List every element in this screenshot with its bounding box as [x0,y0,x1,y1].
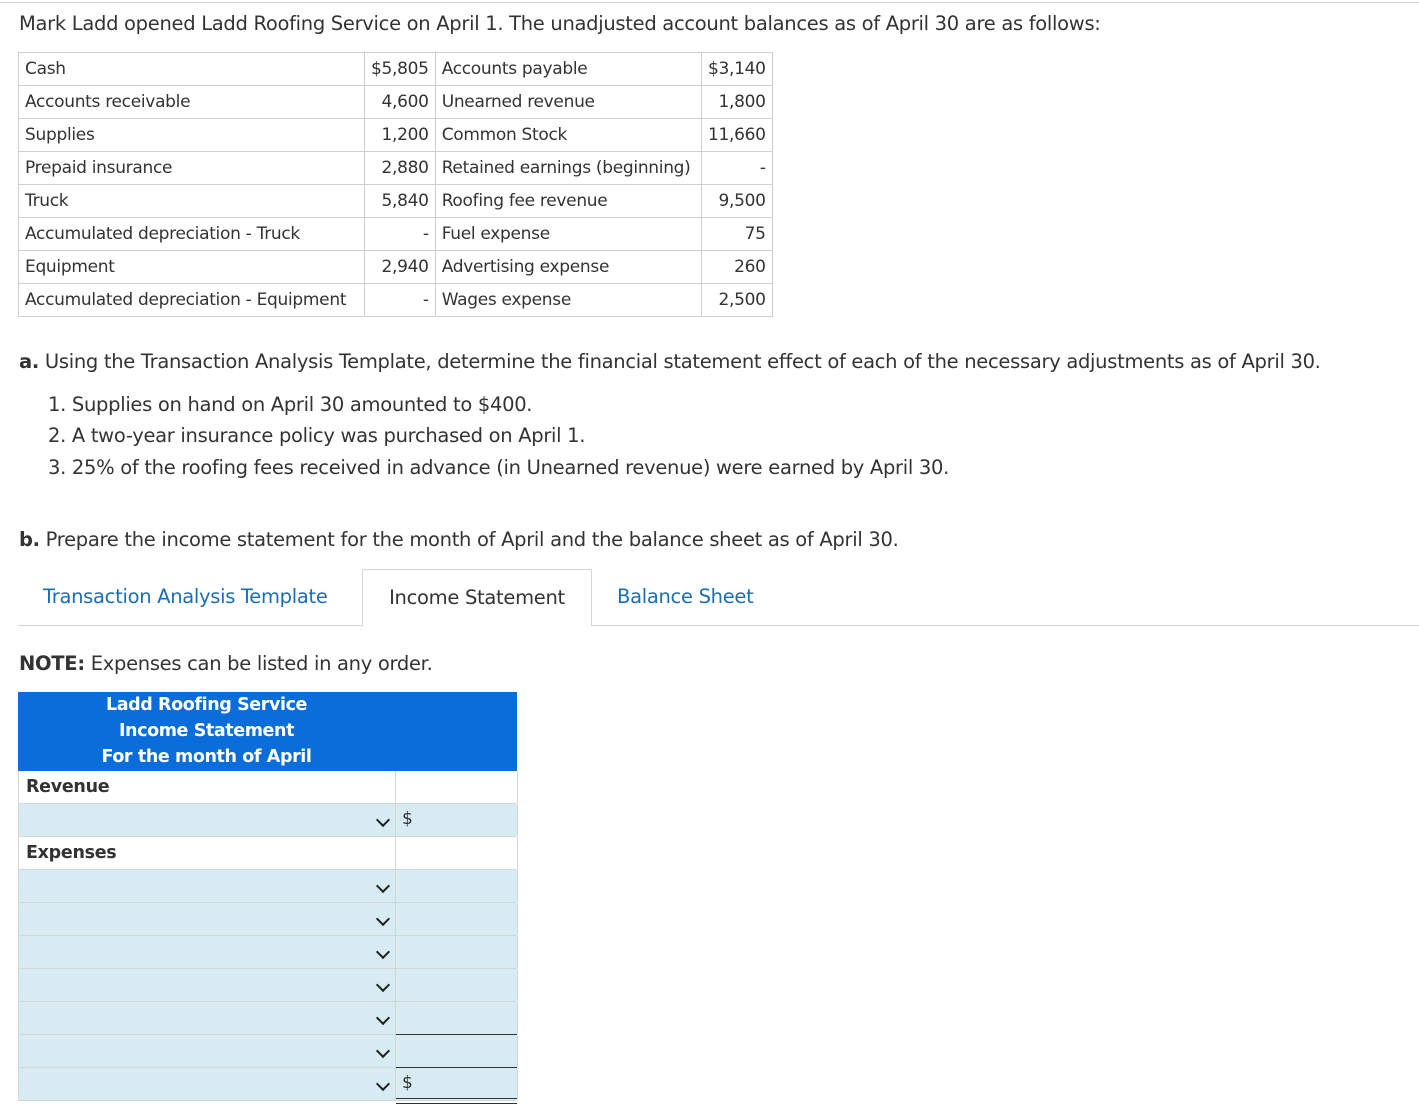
account-amount: - [701,152,772,185]
account-name: Cash [19,53,365,86]
tab-income-statement[interactable]: Income Statement [362,569,592,627]
expense-amount-input[interactable] [395,870,518,902]
total-expenses-select[interactable] [18,1035,396,1067]
account-amount: 5,840 [365,185,436,218]
net-income-input[interactable] [395,1068,518,1100]
revenue-input-row [18,804,517,837]
balance-row [19,218,773,251]
part-a-text: Using the Transaction Analysis Template, determine the financial statement effect of each of the necessary adjustments as of April 30. [38,350,1321,373]
chevron-down-icon [376,813,390,827]
adjustment-item-2: 2. A two-year insurance policy was purchased on April 1. [48,424,586,447]
chevron-down-icon [376,1044,390,1058]
account-name: Unearned revenue [435,86,701,119]
company-name: Ladd Roofing Service [105,695,308,715]
expense-amount-input[interactable] [395,903,518,935]
top-divider [0,2,1419,3]
balance-row [19,152,773,185]
account-amount: 2,500 [701,284,772,317]
statement-title: Income Statement [118,721,295,741]
account-amount: 2,880 [365,152,436,185]
revenue-label: Revenue [26,777,110,797]
expense-row [18,870,517,903]
part-a-question [19,350,1321,373]
expense-account-select[interactable] [18,969,396,1001]
income-statement-header [18,692,517,771]
account-balances-table [18,52,773,317]
chevron-down-icon [376,879,390,893]
tab-transaction-analysis-template[interactable]: Transaction Analysis Template [43,585,328,608]
currency-symbol: $ [402,1073,413,1093]
account-name: Roofing fee revenue [435,185,701,218]
account-name: Retained earnings (beginning) [435,152,701,185]
revenue-amount-input[interactable] [395,804,518,836]
total-expenses-input[interactable] [395,1035,518,1067]
part-b-question [19,528,898,551]
account-amount: 11,660 [701,119,772,152]
chevron-down-icon [376,1077,390,1091]
expenses-label: Expenses [26,843,117,863]
adjustment-item-3: 3. 25% of the roofing fees received in advance (in Unearned revenue) were earned by April 30. [48,456,950,479]
balance-row [19,119,773,152]
total-expenses-row [18,1035,517,1068]
statement-period: For the month of April [101,747,312,767]
expense-row [18,903,517,936]
account-amount: 4,600 [365,86,436,119]
balance-row [19,53,773,86]
account-name: Truck [19,185,365,218]
expense-account-select[interactable] [18,903,396,935]
balance-row [19,251,773,284]
balance-row [19,284,773,317]
problem-intro: Mark Ladd opened Ladd Roofing Service on April 1. The unadjusted account balances as of April 30 are as follows: [19,12,1101,35]
expense-row [18,936,517,969]
account-name: Common Stock [435,119,701,152]
account-name: Accounts payable [435,53,701,86]
expense-amount-input[interactable] [395,1002,518,1034]
currency-symbol: $ [402,809,413,829]
account-amount: - [365,284,436,317]
part-a-lead: a. [19,350,39,373]
account-amount: $3,140 [701,53,772,86]
account-amount: 9,500 [701,185,772,218]
account-amount: 1,200 [365,119,436,152]
note [19,652,432,675]
note-text: Expenses can be listed in any order. [84,652,433,675]
chevron-down-icon [376,945,390,959]
account-name: Equipment [19,251,365,284]
expense-account-select[interactable] [18,1002,396,1034]
tab-balance-sheet[interactable]: Balance Sheet [617,585,754,608]
account-name: Advertising expense [435,251,701,284]
revenue-account-select[interactable] [18,804,396,836]
chevron-down-icon [376,978,390,992]
account-name: Accumulated depreciation - Truck [19,218,365,251]
expense-account-select[interactable] [18,936,396,968]
account-amount: 260 [701,251,772,284]
account-name: Fuel expense [435,218,701,251]
account-name: Accounts receivable [19,86,365,119]
account-amount: 1,800 [701,86,772,119]
account-amount: 2,940 [365,251,436,284]
account-name: Accumulated depreciation - Equipment [19,284,365,317]
chevron-down-icon [376,912,390,926]
net-income-select[interactable] [18,1068,396,1100]
balance-row [19,185,773,218]
account-amount: $5,805 [365,53,436,86]
account-amount: - [365,218,436,251]
adjustment-item-1: 1. Supplies on hand on April 30 amounted to $400. [48,393,533,416]
account-name: Prepaid insurance [19,152,365,185]
expense-amount-input[interactable] [395,936,518,968]
double-underline [396,1098,517,1104]
tabs-divider [18,625,1419,626]
expenses-label-row [18,837,517,870]
note-lead: NOTE: [19,652,85,675]
balance-row [19,86,773,119]
revenue-label-row [18,771,517,804]
expense-amount-input[interactable] [395,969,518,1001]
account-amount: 75 [701,218,772,251]
expense-row [18,969,517,1002]
part-b-text: Prepare the income statement for the month of April and the balance sheet as of April 30. [39,528,899,551]
chevron-down-icon [376,1011,390,1025]
account-name: Wages expense [435,284,701,317]
net-income-row [18,1068,517,1101]
expense-account-select[interactable] [18,870,396,902]
account-name: Supplies [19,119,365,152]
expense-row [18,1002,517,1035]
part-b-lead: b. [19,528,40,551]
